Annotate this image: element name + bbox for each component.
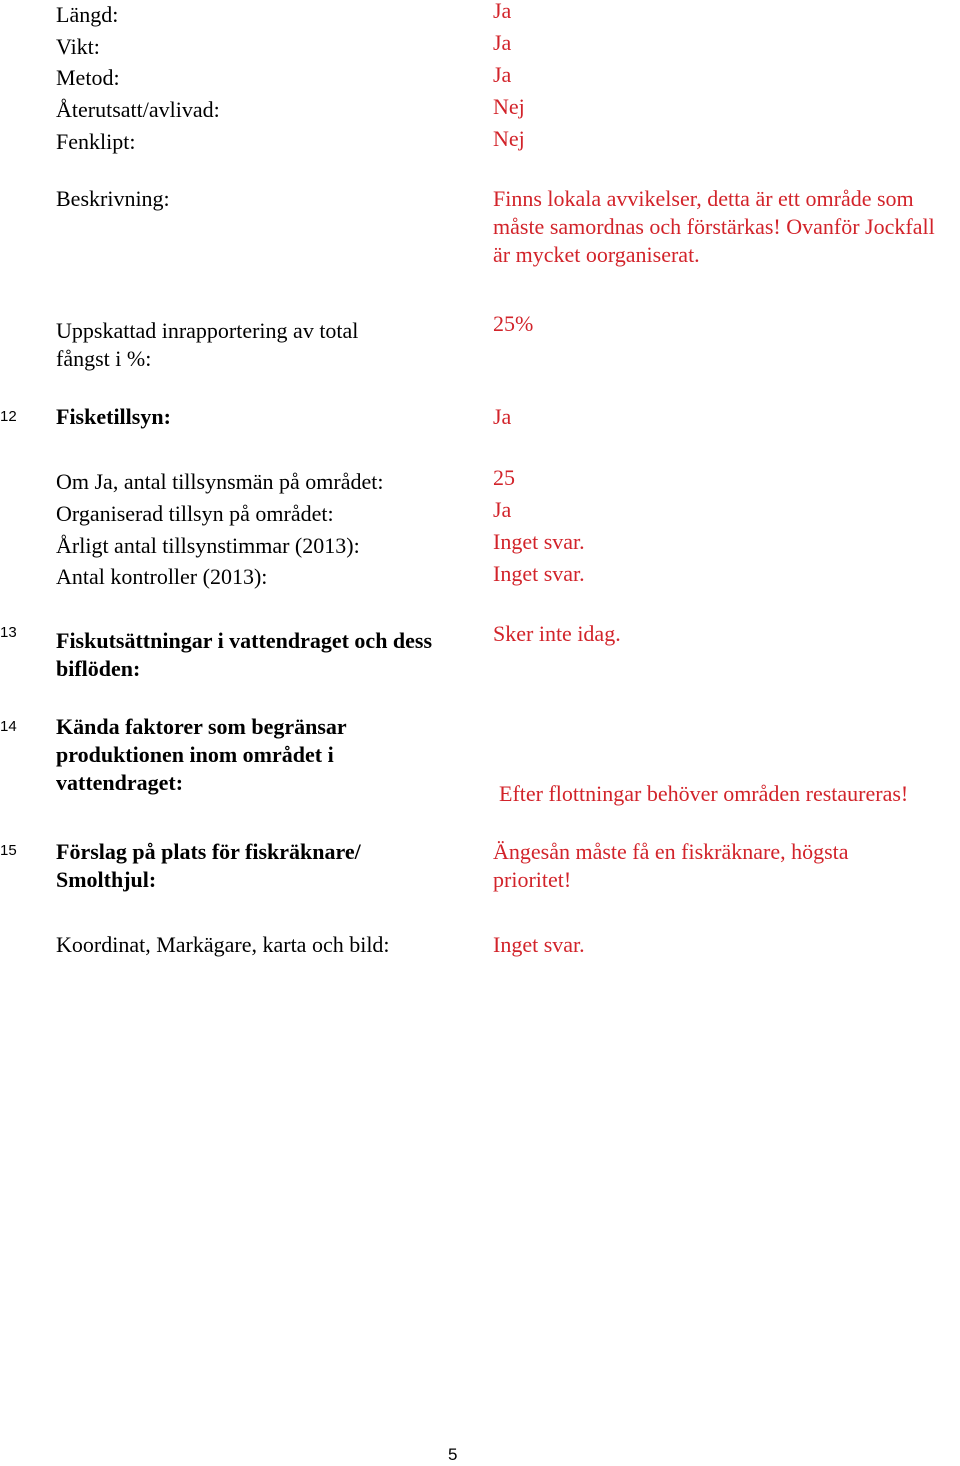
section-number-13: 13 xyxy=(0,624,17,641)
value-kanda-faktorer: Efter flottningar behöver områden restaureras! xyxy=(499,781,909,806)
label-uppskattad: Uppskattad inrapportering av total fångst i %: xyxy=(56,318,359,371)
label-fenklipt: Fenklipt: xyxy=(56,129,136,154)
value-langd: Ja xyxy=(493,0,512,23)
label-beskrivning: Beskrivning: xyxy=(56,186,170,211)
section-number-12: 12 xyxy=(0,408,17,425)
label-tillsynstimmar: Årligt antal tillsynstimmar (2013): xyxy=(56,533,360,558)
label-antal-tillsynsman: Om Ja, antal tillsynsmän på området: xyxy=(56,469,384,494)
page-number: 5 xyxy=(448,1445,458,1464)
value-aterutsatt: Nej xyxy=(493,94,525,119)
section-number-14: 14 xyxy=(0,718,17,735)
label-vikt: Vikt: xyxy=(56,34,100,59)
label-langd: Längd: xyxy=(56,2,119,27)
value-kontroller: Inget svar. xyxy=(493,561,585,586)
section-title-fisketillsyn: Fisketillsyn: xyxy=(56,404,171,429)
value-organiserad-tillsyn: Ja xyxy=(493,497,512,522)
value-beskrivning: Finns lokala avvikelser, detta är ett område som måste samordnas och förstärkas! Ovanför Jockfall är mycket oorganiserat. xyxy=(493,186,935,267)
value-forslag-fiskraknare: Ängesån måste få en fiskräknare, högsta prioritet! xyxy=(493,839,849,892)
label-kontroller: Antal kontroller (2013): xyxy=(56,564,268,589)
value-metod: Ja xyxy=(493,62,512,87)
section-title-fiskutsattningar: Fiskutsättningar i vattendraget och dess biflöden: xyxy=(56,628,433,681)
value-vikt: Ja xyxy=(493,30,512,55)
value-fisketillsyn: Ja xyxy=(493,404,512,429)
label-organiserad-tillsyn: Organiserad tillsyn på området: xyxy=(56,501,334,526)
label-metod: Metod: xyxy=(56,65,120,90)
value-tillsynstimmar: Inget svar. xyxy=(493,529,585,554)
value-antal-tillsynsman: 25 xyxy=(493,465,515,490)
label-aterutsatt: Återutsatt/avlivad: xyxy=(56,97,220,122)
value-koordinat: Inget svar. xyxy=(493,932,585,957)
section-title-kanda-faktorer: Kända faktorer som begränsar produktionen inom området i vattendraget: xyxy=(56,714,347,795)
section-title-forslag-fiskraknare: Förslag på plats för fiskräknare/ Smolthjul: xyxy=(56,839,361,892)
value-fiskutsattningar: Sker inte idag. xyxy=(493,621,621,646)
value-uppskattad: 25% xyxy=(493,311,534,336)
section-number-15: 15 xyxy=(0,842,17,859)
label-koordinat: Koordinat, Markägare, karta och bild: xyxy=(56,932,390,957)
value-fenklipt: Nej xyxy=(493,126,525,151)
